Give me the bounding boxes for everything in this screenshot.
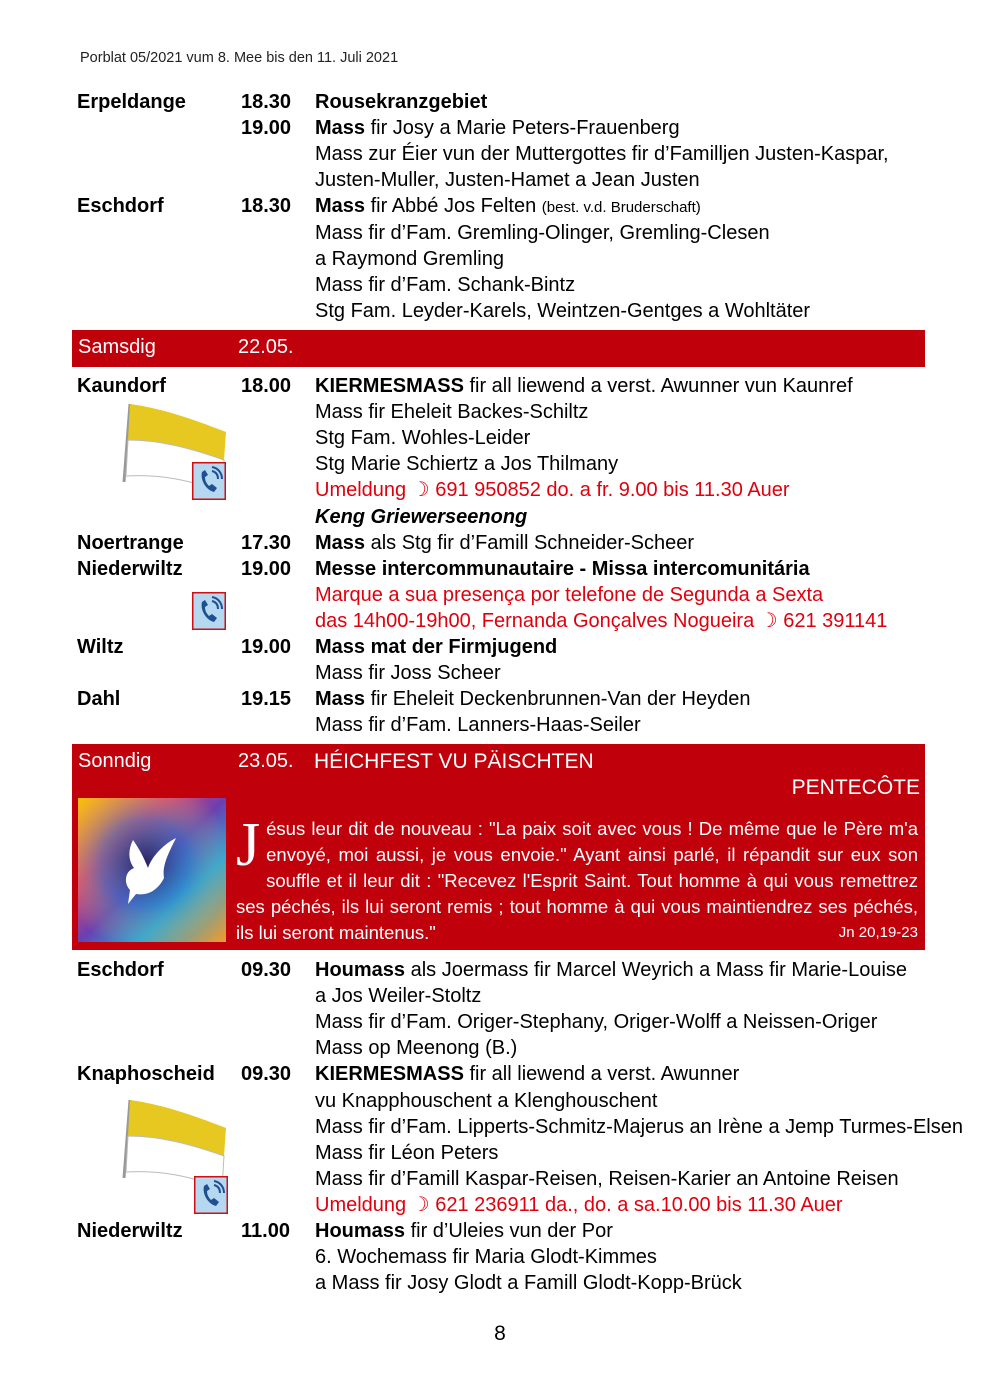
mass-intention: fir d’Uleies vun der Por [405, 1220, 613, 1242]
mass-intention: fir all liewend a verst. Awunner vun Kaunref [463, 375, 853, 397]
mass-type: Rousekranzgebiet [315, 91, 488, 113]
place-name: Noertrange [77, 531, 184, 554]
mass-type: KIERMESMASS [315, 1063, 464, 1086]
place-name: Niederwiltz [77, 557, 183, 580]
mass-description [315, 1192, 843, 1218]
quote-reference: Jn 20,19-23 [838, 924, 918, 941]
mass-intention: Justen-Muller, Justen-Hamet a Jean Justen [315, 169, 700, 192]
phone-icon [192, 592, 226, 630]
mass-description [315, 1270, 742, 1296]
schedule-line [0, 582, 1000, 608]
mass-intention: Mass fir d’Fam. Gremling-Olinger, Gremling-Clesen [315, 221, 770, 244]
mass-intention: a Mass fir Josy Glodt a Famill Glodt-Kopp-Brück [315, 1272, 742, 1295]
mass-intention: 6. Wochemass fir Maria Glodt-Kimmes [315, 1246, 657, 1269]
mass-intention: Mass fir d’Famill Kaspar-Reisen, Reisen-Karier an Antoine Reisen [315, 1167, 899, 1190]
phone-icon [194, 1176, 228, 1214]
mass-time: 19.15 [241, 688, 292, 711]
schedule-line [0, 712, 1000, 738]
mass-description [315, 1035, 517, 1061]
mass-description [315, 983, 481, 1009]
mass-intention: Umeldung ☽ 621 236911 da., do. a sa.10.00 bis 11.30 Auer [315, 1193, 843, 1216]
schedule-line [0, 530, 1000, 556]
mass-intention: a Jos Weiler-Stoltz [315, 985, 482, 1008]
place-name: Kaundorf [77, 375, 166, 397]
schedule-line [0, 220, 1000, 246]
mass-type: Mass [315, 195, 366, 218]
schedule-line [0, 272, 1000, 298]
mass-description [315, 556, 810, 582]
mass-description [315, 451, 618, 477]
mass-description [315, 660, 501, 686]
gospel-quote [236, 811, 918, 946]
mass-description [315, 1244, 657, 1270]
schedule-line [0, 957, 1000, 983]
mass-description [315, 115, 680, 141]
mass-description [315, 1218, 613, 1244]
place-name: Eschdorf [77, 195, 164, 218]
mass-intention: Mass fir Eheleit Backes-Schiltz [315, 401, 589, 424]
mass-intention: fir Eheleit Deckenbrunnen-Van der Heyden [365, 688, 751, 711]
mass-time: 17.30 [241, 531, 292, 554]
mass-time: 18.30 [241, 91, 292, 113]
place-name: Knaphoscheid [77, 1063, 215, 1086]
place-name: Wiltz [77, 636, 124, 658]
holy-spirit-dove-image [78, 798, 226, 942]
mass-description [315, 1088, 658, 1114]
mass-intention: Mass zur Éier vun der Muttergottes fir d’Familljen Justen-Kaspar, [315, 143, 889, 166]
place-name: Eschdorf [77, 959, 164, 981]
mass-type: KIERMESMASS [315, 375, 464, 397]
mass-intention: fir Josy a Marie Peters-Frauenberg [365, 117, 680, 140]
schedule-line [0, 634, 1000, 660]
mass-intention: Mass fir d’Fam. Origer-Stephany, Origer-Wolff a Neissen-Origer [315, 1011, 878, 1034]
phone-icon [192, 462, 226, 500]
mass-intention: Marque a sua presença por telefone de Segunda a Sexta [315, 583, 824, 606]
page-header: Porblat 05/2021 vum 8. Mee bis den 11. Juli 2021 [80, 50, 399, 66]
schedule-line [0, 246, 1000, 272]
mass-type: Mass [315, 688, 366, 711]
schedule-line [0, 660, 1000, 686]
day-label: Sonndig [78, 750, 152, 772]
mass-type: Houmass [315, 959, 406, 981]
mass-description [315, 89, 487, 115]
schedule-line [0, 89, 1000, 115]
mass-intention: als Stg fir d’Famill Schneider-Scheer [365, 531, 695, 554]
schedule-line [0, 141, 1000, 167]
mass-intention: Mass fir Léon Peters [315, 1141, 499, 1164]
day-date: 23.05. [238, 750, 294, 772]
mass-intention: Stg Fam. Wohles-Leider [315, 427, 531, 450]
drop-cap: J [236, 811, 261, 879]
mass-description [315, 220, 770, 246]
place-name: Dahl [77, 688, 121, 711]
mass-type: Mass [315, 531, 366, 554]
mass-description [315, 399, 588, 425]
mass-description [315, 504, 527, 530]
mass-time: 18.30 [241, 195, 292, 218]
mass-intention: als Joermass fir Marcel Weyrich a Mass fir Marie-Louise [405, 959, 908, 981]
mass-intention: fir Abbé Jos Felten [365, 195, 542, 218]
schedule-line [0, 1009, 1000, 1035]
mass-description [315, 712, 641, 738]
mass-intention: Stg Marie Schiertz a Jos Thilmany [315, 453, 619, 476]
mass-time: 11.00 [241, 1220, 290, 1242]
day-band-saturday [72, 330, 925, 367]
mass-description [315, 1061, 739, 1087]
mass-type: Mass [315, 117, 366, 140]
mass-intention: Mass fir d’Fam. Lanners-Haas-Seiler [315, 714, 641, 737]
mass-intention: Mass fir Joss Scheer [315, 662, 501, 685]
page-number: 8 [494, 1322, 506, 1345]
mass-intention: Keng Griewerseenong [315, 505, 528, 528]
schedule-line [0, 504, 1000, 530]
mass-description [315, 957, 907, 983]
mass-description [315, 272, 575, 298]
mass-description [315, 1114, 963, 1140]
mass-intention: Stg Fam. Leyder-Karels, Weintzen-Gentges a Wohltäter [315, 299, 811, 322]
mass-description [315, 582, 823, 608]
mass-intention: fir all liewend a verst. Awunner [463, 1063, 740, 1086]
mass-description [315, 608, 887, 634]
schedule-line [0, 298, 1000, 324]
mass-time: 09.30 [241, 1063, 292, 1086]
mass-description [315, 477, 790, 503]
mass-time: 19.00 [241, 557, 292, 580]
feast-title: HÉICHFEST VU PÄISCHTEN [314, 750, 594, 773]
schedule-line [0, 1061, 1000, 1087]
mass-type: Mass mat der Firmjugend [315, 636, 558, 658]
schedule-line [0, 608, 1000, 634]
mass-intention: a Raymond Gremling [315, 247, 504, 270]
mass-time: 18.00 [241, 375, 292, 397]
day-label: Samsdig [78, 336, 156, 358]
schedule-line [0, 983, 1000, 1009]
schedule-line [0, 115, 1000, 141]
mass-description [315, 1140, 498, 1166]
mass-intention: Umeldung ☽ 691 950852 do. a fr. 9.00 bis 11.30 Auer [315, 479, 790, 502]
mass-intention: das 14h00-19h00, Fernanda Gonçalves Nogueira ☽ 621 391141 [315, 609, 888, 632]
quote-text: ésus leur dit de nouveau : "La paix soit avec vous ! De même que le Père m'a envoyé, moi aussi, je vous envoie." Ayant ainsi parlé, il répandit sur eux son souffle et il leur dit : "Recevez l'Esprit Saint. Tout homme à qui vous remettrez ses péchés, ils lui seront remis ; tout homme à qui vous maintiendrez ses péchés, ils lui seront maintenus." [236, 818, 918, 943]
mass-description [315, 1009, 877, 1035]
schedule-line [0, 556, 1000, 582]
mass-intention: Mass op Meenong (B.) [315, 1037, 518, 1060]
feast-subtitle: PENTECÔTE [791, 776, 920, 799]
mass-time: 09.30 [241, 959, 292, 981]
mass-description [315, 686, 750, 712]
mass-note: (best. v.d. Bruderschaft) [541, 199, 701, 217]
schedule-line [0, 1218, 1000, 1244]
mass-description [315, 530, 694, 556]
mass-type: Messe intercommunautaire - Missa intercomunitária [315, 557, 810, 580]
schedule-line [0, 1270, 1000, 1296]
schedule-line [0, 1244, 1000, 1270]
mass-intention: Mass fir d’Fam. Lipperts-Schmitz-Majerus an Irène a Jemp Turmes-Elsen [315, 1115, 963, 1138]
mass-description [315, 373, 853, 399]
schedule-line [0, 686, 1000, 712]
place-name: Erpeldange [77, 91, 186, 113]
mass-time: 19.00 [241, 117, 292, 140]
schedule-line [0, 193, 1000, 219]
place-name: Niederwiltz [77, 1220, 183, 1242]
papal-flag-icon [90, 396, 250, 506]
day-band-sunday [72, 744, 925, 950]
day-date: 22.05. [238, 336, 294, 358]
mass-description [315, 167, 700, 193]
mass-description [315, 634, 557, 660]
mass-description [315, 1166, 899, 1192]
mass-intention: Mass fir d’Fam. Schank-Bintz [315, 273, 576, 296]
mass-description [315, 246, 504, 272]
mass-intention: vu Knapphouschent a Klenghouschent [315, 1089, 658, 1112]
mass-description [315, 425, 530, 451]
schedule-line [0, 1035, 1000, 1061]
mass-time: 19.00 [241, 636, 292, 658]
mass-description [315, 193, 701, 221]
mass-description [315, 141, 889, 167]
mass-type: Houmass [315, 1220, 406, 1242]
schedule-line [0, 167, 1000, 193]
mass-description [315, 298, 810, 324]
